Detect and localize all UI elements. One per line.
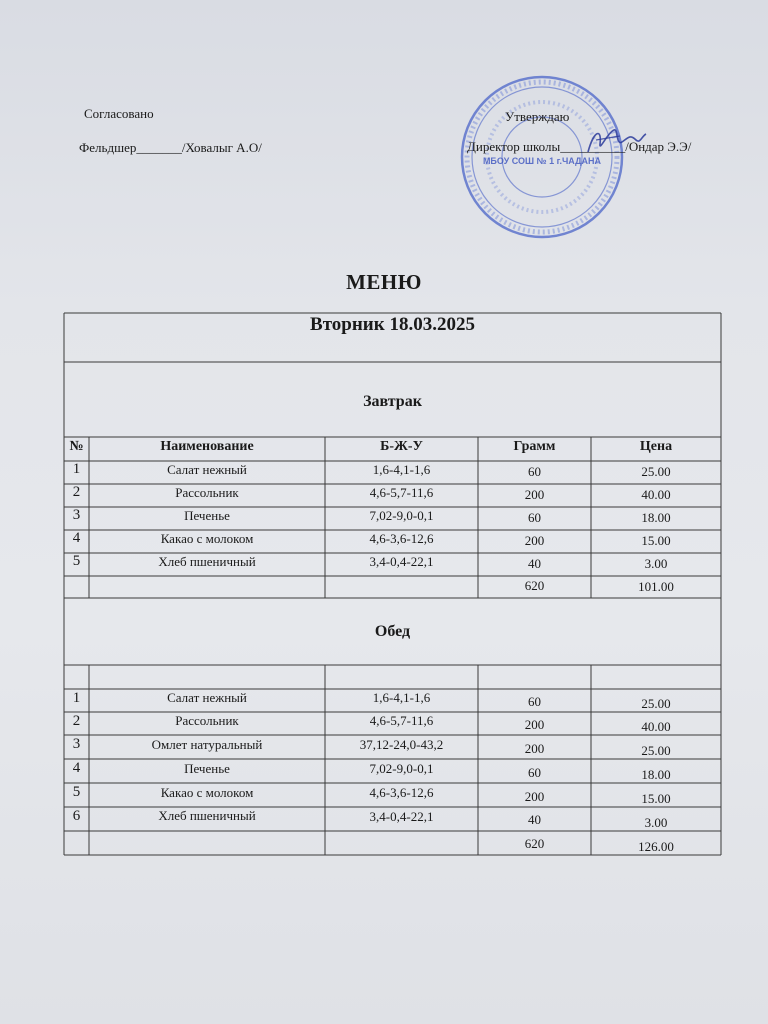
lunch-row-price: 40.00 — [641, 719, 671, 734]
breakfast-row-number: 2 — [72, 484, 81, 500]
agreed-label: Согласовано — [84, 106, 154, 121]
breakfast-row-bzu: 4,6-3,6-12,6 — [369, 531, 434, 546]
lunch-row-gram: 200 — [524, 741, 545, 756]
breakfast-row-gram: 200 — [524, 487, 545, 502]
breakfast-total-price: 101.00 — [638, 579, 674, 594]
breakfast-row-gram: 200 — [524, 533, 545, 548]
lunch-row-price: 25.00 — [641, 696, 671, 711]
breakfast-row-number: 1 — [72, 461, 81, 477]
stamp-label: МБОУ СОШ № 1 г.ЧАДАНА — [482, 156, 602, 166]
director-signature-line: Директор школы__________/Ондар Э.Э/ — [467, 139, 692, 154]
lunch-row-bzu: 1,6-4,1-1,6 — [372, 690, 431, 705]
lunch-row-bzu: 4,6-5,7-11,6 — [369, 713, 434, 728]
medic-signature-line: Фельдшер_______/Ховалыг А.О/ — [79, 140, 262, 155]
breakfast-row-price: 40.00 — [641, 487, 671, 502]
breakfast-row-bzu: 3,4-0,4-22,1 — [369, 554, 434, 569]
column-header-bzu: Б-Ж-У — [380, 439, 423, 454]
lunch-row-name: Хлеб пшеничный — [158, 808, 256, 823]
approved-label: Утверждаю — [505, 109, 570, 124]
lunch-row-number: 6 — [72, 808, 81, 824]
lunch-row-name: Салат нежный — [167, 690, 247, 705]
lunch-row-name: Омлет натуральный — [151, 737, 263, 752]
breakfast-row-name: Хлеб пшеничный — [158, 554, 256, 569]
breakfast-row-name: Печенье — [184, 508, 230, 523]
breakfast-row-number: 5 — [72, 553, 81, 569]
lunch-row-name: Печенье — [184, 761, 230, 776]
lunch-row-gram: 60 — [528, 694, 541, 709]
breakfast-total-gram: 620 — [524, 578, 545, 593]
lunch-row-bzu: 7,02-9,0-0,1 — [369, 761, 434, 776]
lunch-row-price: 3.00 — [644, 815, 668, 830]
lunch-row-gram: 200 — [524, 789, 545, 804]
lunch-row-price: 15.00 — [641, 791, 671, 806]
lunch-row-price: 18.00 — [641, 767, 671, 782]
column-header-name: Наименование — [160, 439, 254, 454]
lunch-row-number: 3 — [72, 736, 81, 752]
lunch-row-bzu: 4,6-3,6-12,6 — [369, 785, 434, 800]
lunch-row-bzu: 37,12-24,0-43,2 — [359, 737, 444, 752]
lunch-row-number: 1 — [72, 690, 81, 706]
day-title: Вторник 18.03.2025 — [310, 314, 475, 335]
menu-title: МЕНЮ — [346, 270, 422, 294]
lunch-total-price: 126.00 — [638, 839, 674, 854]
breakfast-row-bzu: 7,02-9,0-0,1 — [369, 508, 434, 523]
lunch-row-number: 2 — [72, 713, 81, 729]
lunch-row-number: 5 — [72, 784, 81, 800]
lunch-total-gram: 620 — [524, 836, 545, 851]
lunch-row-gram: 40 — [528, 812, 541, 827]
breakfast-row-price: 3.00 — [644, 556, 668, 571]
breakfast-row-price: 18.00 — [641, 510, 671, 525]
lunch-row-name: Рассольник — [175, 713, 239, 728]
lunch-row-bzu: 3,4-0,4-22,1 — [369, 809, 434, 824]
breakfast-row-name: Какао с молоком — [160, 531, 254, 546]
breakfast-row-number: 3 — [72, 507, 81, 523]
lunch-row-gram: 200 — [524, 717, 545, 732]
lunch-row-name: Какао с молоком — [160, 785, 254, 800]
breakfast-title: Завтрак — [363, 393, 422, 410]
breakfast-row-price: 25.00 — [641, 464, 671, 479]
breakfast-row-bzu: 1,6-4,1-1,6 — [372, 462, 431, 477]
lunch-row-gram: 60 — [528, 765, 541, 780]
breakfast-row-gram: 60 — [528, 464, 541, 479]
breakfast-row-gram: 60 — [528, 510, 541, 525]
breakfast-row-name: Салат нежный — [167, 462, 247, 477]
breakfast-row-name: Рассольник — [175, 485, 239, 500]
breakfast-row-number: 4 — [72, 530, 81, 546]
lunch-title: Обед — [374, 623, 411, 640]
breakfast-row-price: 15.00 — [641, 533, 671, 548]
lunch-row-number: 4 — [72, 760, 81, 776]
lunch-row-price: 25.00 — [641, 743, 671, 758]
column-header-number: № — [69, 439, 84, 454]
column-header-price: Цена — [639, 439, 673, 454]
breakfast-row-gram: 40 — [528, 556, 541, 571]
breakfast-row-bzu: 4,6-5,7-11,6 — [369, 485, 434, 500]
column-header-gram: Грамм — [513, 439, 556, 454]
